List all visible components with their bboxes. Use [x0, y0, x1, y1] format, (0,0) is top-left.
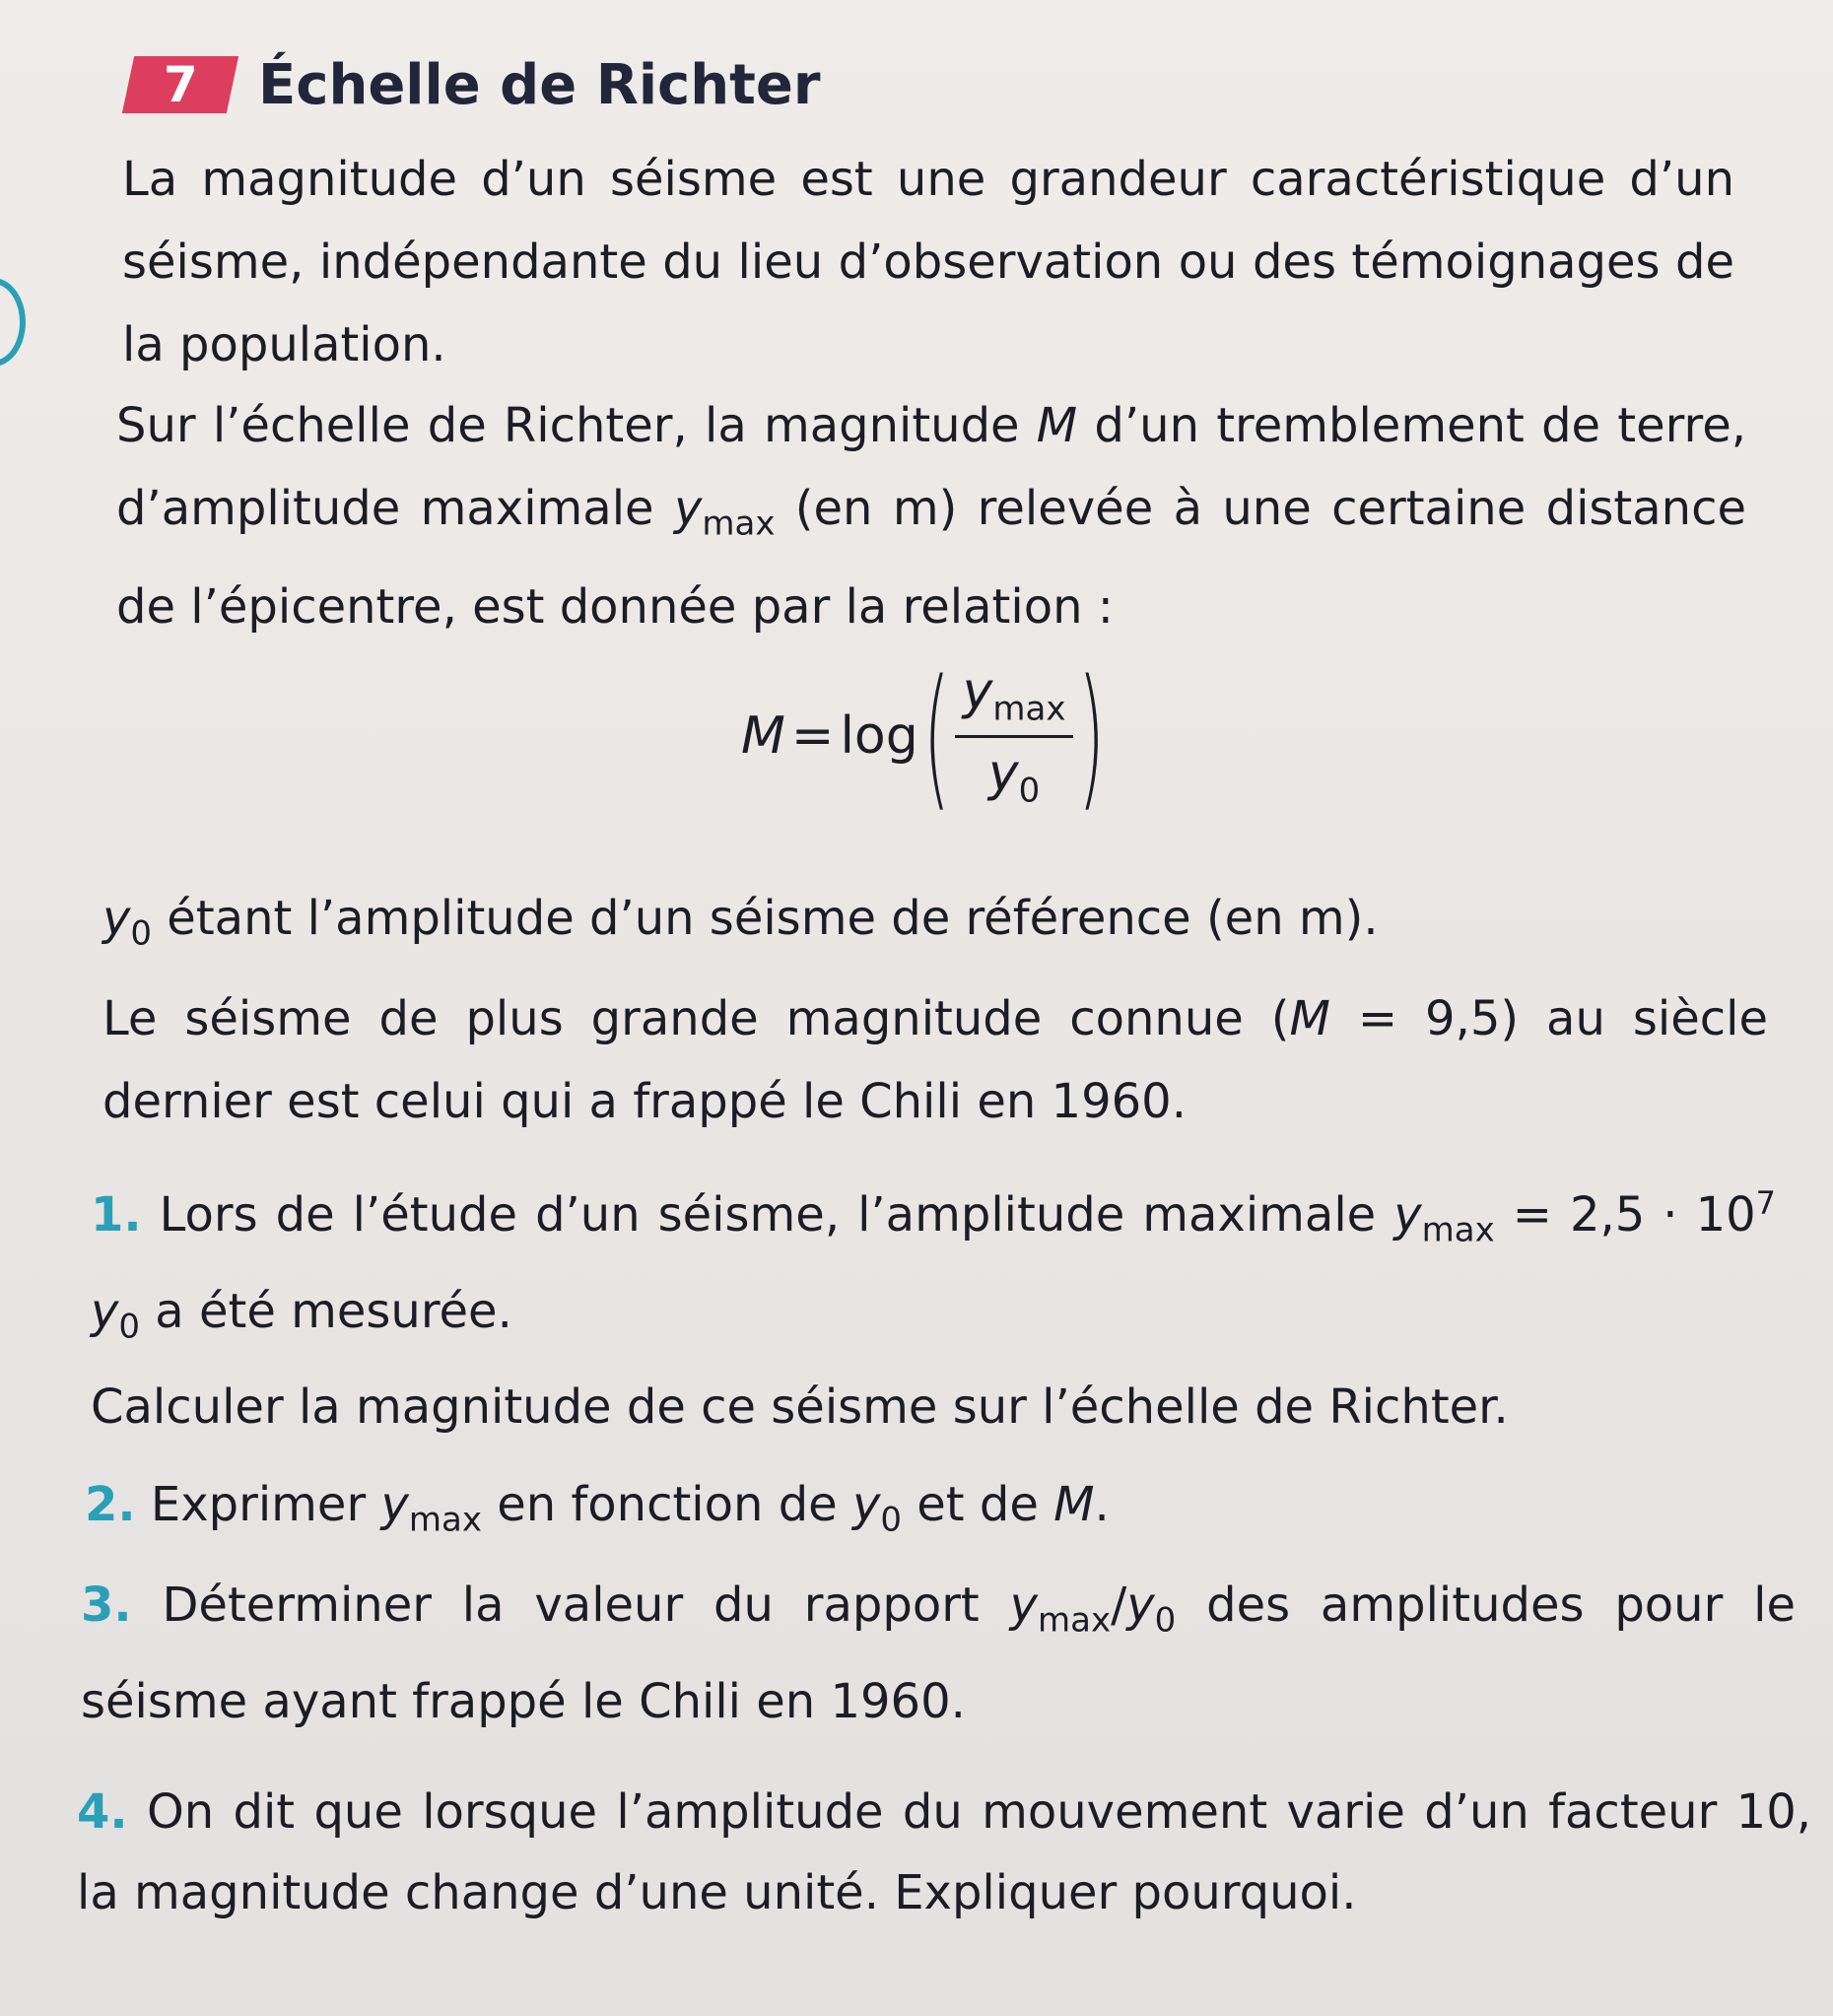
question-2-number: 2.: [85, 1477, 136, 1532]
question-3: 3. Déterminer la valeur du rapport $y_{max}/y_0$ des amplitudes pour le séisme ayant frappé le Chili en 1960.: [81, 1578, 1796, 1729]
fraction-numerator: $y_{max}$: [955, 662, 1074, 737]
intro-paragraph-2: Sur l’échelle de Richter, la magnitude M d’un tremblement de terre, d’amplitude maximale $y_{max}$ (en m) relevée à une certaine distance de l’épicentre, est donnée par la relation :: [116, 398, 1747, 635]
fraction-denominator: $y_0$: [987, 743, 1041, 810]
question-2: 2. Exprimer $y_{max}$ en fonction de $y_0$ et de M.: [85, 1477, 1110, 1540]
question-3-number: 3.: [81, 1578, 132, 1633]
left-paren: (: [922, 646, 950, 826]
chile-fact-paragraph: Le séisme de plus grande magnitude connue (M = 9,5) au siècle dernier est celui qui a frappé le Chili en 1960.: [102, 991, 1768, 1129]
exercise-number: 7: [163, 56, 198, 113]
richter-formula: [741, 642, 1110, 830]
right-paren: ): [1078, 646, 1106, 826]
page-edge-decoration: [0, 278, 26, 367]
question-4: 4. On dit que lorsque l’amplitude du mouvement varie d’un facteur 10, la magnitude change d’une unité. Expliquer pourquoi.: [77, 1784, 1811, 1920]
formula-fraction: [955, 662, 1074, 810]
question-4-number: 4.: [77, 1784, 128, 1840]
formula-equals: =: [790, 706, 835, 766]
reference-definition: $y_0$ étant l’amplitude d’un séisme de référence (en m).: [102, 891, 1379, 954]
formula-lhs: M: [741, 706, 785, 766]
exercise-header: [128, 49, 820, 120]
intro-paragraph-1: La magnitude d’un séisme est une grandeur caractéristique d’un séisme, indépendante du lieu d’observation ou des témoignages de la population.: [122, 152, 1734, 372]
exercise-title: Échelle de Richter: [258, 52, 821, 117]
formula-log: log: [840, 706, 918, 766]
question-1-number: 1.: [91, 1187, 142, 1243]
exercise-number-badge: [122, 56, 238, 113]
question-1: 1. Lors de l’étude d’un séisme, l’amplitude maximale $y_{max} = 2,5 \cdot 10^7$ $y_0$ a été mesurée. Calculer la magnitude de ce séisme sur l’échelle de Richter.: [91, 1184, 1776, 1436]
